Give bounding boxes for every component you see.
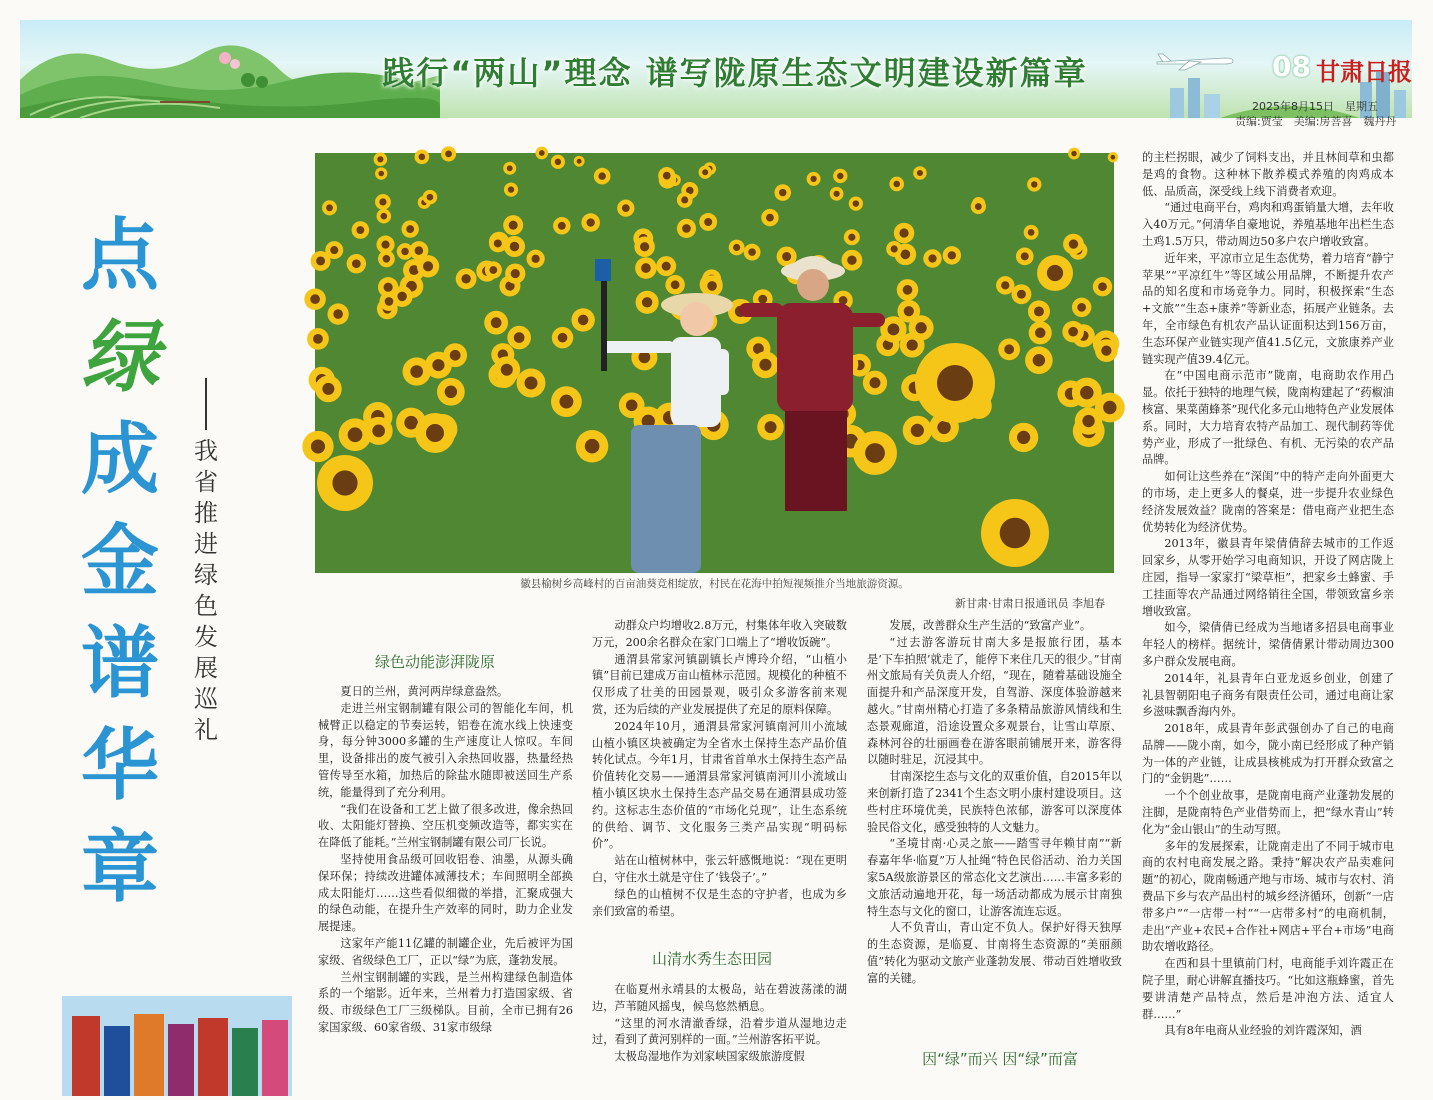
article-column-3	[867, 618, 1122, 1036]
sunflower-icon	[594, 168, 611, 185]
sunflower-icon	[1029, 321, 1052, 344]
sunflower-icon	[327, 303, 348, 324]
sunflower-icon	[317, 455, 373, 511]
sunflower-icon	[304, 288, 326, 310]
sunflower-icon	[889, 177, 904, 192]
sunflower-icon	[443, 343, 467, 367]
section-heading: 绿色动能澎湃陇原	[374, 653, 495, 671]
paragraph: 近年来，平凉市立足生态优势，着力培育“静宁苹果”“平凉红牛”等区域公用品牌，不断提升农产品的知名度和市场竞争力。同时，积极探索“生态+文旅”“生态+康养”等新业态，拓展产业链条。去年，全市绿色有机农产品认证面积达到156万亩，生态环保产业链实现产值41.5亿元，文旅康养产业链实现产值39.4亿元。	[1142, 251, 1394, 366]
section-heading: 山清水秀生态田园	[651, 950, 772, 968]
sunflower-icon	[302, 431, 333, 462]
sunflower-icon	[1028, 300, 1050, 322]
sunflower-icon	[1011, 284, 1031, 304]
subtitle-text: 我省推进绿色发展巡礼	[194, 437, 218, 744]
sunflower-icon	[923, 249, 941, 267]
sunflower-icon	[456, 268, 477, 289]
sunflower-icon	[830, 187, 844, 201]
textile-display-scene	[62, 996, 292, 1096]
subtitle-dash	[205, 378, 207, 430]
paragraph: 2018年，成县青年彭武强创办了自己的电商品牌——陇小南，如今，陇小南已经形成了种产销为一体的产业链，让成县核桃成为打开群众致富之门的“金钥匙”……	[1142, 722, 1394, 786]
title-char: 金	[80, 517, 159, 607]
paragraph: 动群众户均增收2.8万元，村集体年收入突破数万元，200余名群众在家门口端上了“增收饭碗”。	[592, 619, 847, 649]
paragraph: 如今，梁倩倩已经成为当地诸多招县电商事业年轻人的榜样。据统计，梁倩倩累计带动周边300多户群众发展电商。	[1142, 621, 1394, 668]
craft-shop-photo	[62, 996, 292, 1096]
paragraph: 甘南深挖生态与文化的双重价值，自2015年以来创新打造了2341个生态文明小康村建设项目。这些村庄环境优美，民族特色浓郁，游客可以深度体验民俗文化，感受独特的人文魅力。	[867, 770, 1122, 834]
sunflower-icon	[849, 196, 863, 210]
sunflower-icon	[636, 291, 659, 314]
sunflower-icon	[485, 261, 502, 278]
sunflower-icon	[996, 276, 1014, 294]
paragraph: 的主栏拐眼，减少了饲料支出，并且林间草和虫都是鸡的食物。这种林下散养模式养殖的肉鸡成本低、品质高，深受线上线下消费者欢迎。	[1142, 151, 1394, 198]
sunflower-icon	[833, 169, 847, 183]
paragraph: “这里的河水清澈香绿，沿着步道从湿地边走过，看到了黄河别样的一面。”兰州游客拓平说。	[592, 1016, 847, 1047]
article-column-1	[318, 684, 573, 1075]
sunflower-icon	[619, 392, 645, 418]
paragraph: “圣境甘南·心灵之旅——踏雪寻年赖甘南”“新春嘉年华·临夏”万人扯绳“特色民俗活动、治力关国家5A级旅游景区的常态化文艺演出……丰富多彩的文旅活动遍地开花，每一场活动都成为展示甘南独特生态与文化的窗口，让游客流连忘返。	[867, 837, 1122, 918]
sunflower-icon	[1016, 248, 1034, 266]
sunflower-icon	[634, 236, 655, 257]
sunflower-scene	[315, 153, 1114, 573]
sunflower-icon	[503, 162, 516, 175]
sunflower-icon	[437, 378, 465, 406]
newspaper-masthead: 甘肃日报	[1316, 57, 1412, 86]
sunflower-icon	[423, 190, 438, 205]
sunflower-icon	[375, 167, 387, 179]
sunflower-icon	[894, 223, 915, 244]
sunflower-icon	[903, 416, 932, 445]
sunflower-icon	[377, 209, 392, 224]
sunflower-icon	[311, 251, 331, 271]
sunflower-icon	[1072, 298, 1091, 317]
sunflower-icon	[535, 147, 548, 160]
sunflower-icon	[347, 254, 366, 273]
sunflower-icon	[971, 199, 986, 214]
sunflower-icon	[677, 192, 693, 208]
sunflower-icon	[841, 250, 862, 271]
paragraph: 兰州宝钢制罐的实践，是兰州构建绿色制造体系的一个缩影。近年来，兰州着力打造国家级、省级、市级绿色工厂三级梯队。目前，全市已拥有26家国家级、60家省级、31家市级绿	[318, 970, 573, 1034]
paragraph: 走进兰州宝钢制罐有限公司的智能化车间，机械臂正以稳定的节奏运转，铝卷在流水线上快速变身，每分钟3000多罐的生产速度让人惊叹。车间里，设备排出的废气被引入余热回收器，热量经热管传导至水箱，加热后的除盐水随即被送回生产系统，能量得到了充分利用。	[318, 701, 573, 799]
sunflower-icon	[752, 351, 779, 378]
sunflower-icon	[315, 375, 342, 402]
sunflower-icon	[699, 213, 717, 231]
sunflower-icon	[1037, 255, 1073, 291]
paragraph: 2014年，礼县青年白亚龙返乡创业，创建了礼县智朝阳电子商务有限责任公司，通过电商让家乡滋味飘香海内外。	[1142, 671, 1394, 719]
section-heading: 因“绿”而兴 因“绿”而富	[922, 1050, 1078, 1068]
sunflower-icon	[441, 146, 456, 161]
sunflower-icon	[415, 413, 455, 453]
sunflower-icon	[998, 338, 1020, 360]
paragraph: “我们在设备和工艺上做了很多改进，像余热回收、太阳能灯替换、空压机变频改造等，都实实在在降低了能耗。”兰州宝钢制罐有限公司厂长说。	[318, 802, 573, 850]
sunflower-icon	[729, 240, 745, 256]
sunflower-icon	[807, 172, 821, 186]
sunflower-icon	[635, 257, 657, 279]
sunflower-icon	[552, 327, 573, 348]
issue-date: 2025年8月15日 星期五	[1252, 100, 1378, 113]
sunflower-icon	[403, 357, 431, 385]
paragraph: 这家年产能11亿罐的制罐企业，先后被评为国家级、省级绿色工厂，正以“绿”为底，蓬勃发展。	[318, 936, 573, 967]
paragraph: 在临夏州永靖县的太极岛，站在碧波荡漾的湖边，芦苇随风摇曳，候鸟悠然栖息。	[592, 983, 847, 1013]
sunflower-icon	[401, 220, 418, 237]
paragraph: 在西和县十里镇前门村，电商能手刘许霞正在院子里，耐心讲解直播技巧。“比如这瓶蜂蜜，首先要讲清楚产品特点，然后是冲泡方法、适宜人群……”	[1142, 957, 1394, 1021]
sunflower-icon	[307, 328, 329, 350]
sunflower-icon	[322, 200, 337, 215]
sunflower-icon	[863, 371, 887, 395]
sunflower-icon	[699, 166, 712, 179]
sunflower-icon	[665, 275, 684, 294]
paragraph: 在“中国电商示范市”陇南，电商助农作用凸显。依托于独特的地理气候，陇南构建起了“药椒油核富、果菜菌蜂茶”现代化多元山地特色产业发展体系。同时，大力培育农特产品加工、现代制药等优势产业，形成了一批绿色、有机、无污染的农产品品牌。	[1142, 369, 1394, 467]
sunflower-icon	[581, 213, 600, 232]
sunflower-icon	[1072, 378, 1102, 408]
sunflower-icon	[1009, 423, 1038, 452]
sunflower-icon	[551, 386, 582, 417]
page-number: 08	[1272, 50, 1311, 83]
paragraph: 通渭县常家河镇副镇长卢博玲介绍，“山植小镇”目前已建成万亩山植林示范园。规模化的种植不仅形成了壮美的田园景观，吸引众多游客前来观赏，还为后续的产业发展提供了充足的原料保障。	[592, 652, 847, 716]
paragraph: 坚持使用食品级可回收铝卷、油墨，从源头确保环保；持续改进罐体减薄技术；车间照明全部换成太阳能灯……这些看似细微的举措，汇聚成强大的绿色动能，在提升生产效率的同时，助力企业发展提速。	[318, 852, 573, 934]
paragraph: 2013年，徽县青年梁倩倩辞去城市的工作返回家乡，从零开始学习电商知识，开设了网店陇上庄园，指导一家家打“梁草柜”，把家乡土蜂蜜、手工挂面等农产品通过网络销往全国，带领致富乡亲增收致富。	[1142, 537, 1394, 618]
sunflower-icon	[414, 149, 429, 164]
article-column-2	[592, 618, 847, 940]
paragraph: 具有8年电商从业经验的刘许霞深知，酒	[1164, 1024, 1362, 1038]
sunflower-icon	[576, 430, 608, 462]
title-char: 谱	[80, 619, 159, 709]
paragraph: 夏日的兰州，黄河两岸绿意盎然。	[340, 685, 509, 698]
title-char: 章	[80, 823, 159, 913]
sunflower-icon	[517, 369, 546, 398]
paragraph: 人不负青山，青山定不负人。保护好得天独厚的生态资源，是临夏、甘南将生态资源的“美丽颜值”转化为驱动文旅产业蓬勃发展、带动百姓增收致富的关键。	[867, 921, 1122, 985]
sunflower-icon	[1062, 321, 1084, 343]
article-column-2b	[592, 982, 847, 1075]
sunflower-icon	[489, 235, 507, 253]
sunflower-icon	[1095, 339, 1118, 362]
paragraph: 太极岛湿地作为刘家峡国家级旅游度假	[614, 1050, 805, 1064]
sunflower-icon	[658, 167, 675, 184]
paragraph: 2024年10月，通渭县常家河镇南河川小流域山植小镇区块被确定为全省水土保持生态产品价值转化试点。今年1月，甘肃省首单水土保持生态产品价值转化交易——通渭县常家河镇南河川小流域山植小镇区块水土保持生态产品交易在通渭县成功签约。这标志生态价值的“市场化兑现”，让生态系统的供给、调节、文化服务三类产品实现“明码标价”。	[592, 719, 847, 851]
sunflower-icon	[844, 229, 860, 245]
paragraph: 绿色的山植树不仅是生态的守护者，也成为乡亲们致富的希望。	[592, 887, 847, 918]
feature-subtitle	[186, 378, 226, 746]
sunflower-icon	[375, 194, 391, 210]
sunflower-icon	[761, 209, 778, 226]
sunflower-icon	[503, 215, 523, 235]
paragraph: “过去游客游玩甘南大多是报旅行团，基本是‘下车拍照’就走了，能停下来住几天的很少。”甘南州文旅局有关负责人介绍，“现在，随着基础设施全面提升和产品深度开发，自驾游、深度体验游越来越火。”甘南州精心打造了多条精品旅游风情线和生态景观廊道，沿途设置众多观景台，让雪山草原、森林河谷的壮丽画卷在游客眼前铺展开来，游客得以随时驻足，沉浸其中。	[867, 635, 1122, 767]
title-char: 绿	[80, 312, 159, 403]
sunflower-icon	[352, 221, 370, 239]
sunflower-icon	[744, 244, 761, 261]
sunflower-field-photo	[315, 153, 1114, 573]
sunflower-icon	[505, 263, 525, 283]
title-char: 华	[80, 721, 159, 811]
sunflower-icon	[617, 200, 634, 217]
sunflower-icon	[909, 315, 934, 340]
photo-credit: 新甘肃·甘肃日报通讯员 李旭春	[955, 597, 1105, 610]
paragraph: 如何让这些养在“深闺”中的特产走向外面更大的市场，走上更多人的餐桌，进一步提升农业绿色经济发展效益？陇南的答案是：借电商产业把生态优势转化为经济优势。	[1142, 470, 1394, 534]
sunflower-icon	[374, 152, 388, 166]
sunflower-icon	[504, 183, 518, 197]
sunflower-icon	[553, 217, 571, 235]
paragraph: 站在山植树林中，张云轩感慨地说：“现在更明白，守住水土就是守住了‘钱袋子’。”	[592, 854, 847, 884]
sunflower-icon	[897, 279, 919, 301]
sunflower-icon	[571, 308, 594, 331]
page-banner	[20, 20, 1412, 128]
sunflower-icon	[1063, 234, 1084, 255]
sunflower-icon	[504, 236, 525, 257]
sunflower-icon	[1075, 407, 1102, 434]
feature-title	[70, 205, 170, 919]
sunflower-icon	[913, 166, 927, 180]
sunflower-icon	[484, 311, 508, 335]
title-char: 成	[80, 415, 159, 505]
page-headline: 践行“两山”理念 谱写陇原生态文明建设新篇章	[382, 54, 1088, 92]
sunflower-icon	[757, 414, 784, 441]
photo-caption: 徽县榆树乡高峰村的百亩油葵竞相绽放，村民在花海中拍短视频推介当地旅游资源。	[520, 578, 909, 590]
sunflower-icon	[574, 156, 585, 167]
sunflower-icon	[981, 499, 1049, 567]
sunflower-icon	[409, 241, 428, 260]
sunflower-icon	[1108, 152, 1118, 162]
sunflower-icon	[774, 184, 791, 201]
sunflower-icon	[526, 250, 544, 268]
sunflower-icon	[379, 292, 398, 311]
sunflower-icon	[886, 241, 902, 257]
sunflower-icon	[656, 256, 676, 276]
paragraph: 一个个创业故事，是陇南电商产业蓬勃发展的注脚，是陇南特色产业借势而上，把“绿水青山”转化为“金山银山”的生动写照。	[1142, 789, 1394, 836]
sunflower-icon	[493, 356, 520, 383]
sunflower-icon	[1093, 277, 1112, 296]
sunflower-icon	[1027, 177, 1041, 191]
sunflower-icon	[507, 326, 531, 350]
sunflower-icon	[551, 155, 565, 169]
sunflower-icon	[378, 250, 395, 267]
paragraph: 多年的发展探索，让陇南走出了不同于城市电商的农村电商发展之路。秉持“解决农产品卖难问题”的初心，陇南畅通产地与市场、城市与农村、消费品下乡与农产品出村的城乡经济循环，创新“一店带多户”“一店带一村”“一店带多村”的电商机制，走出“产业+农民+合作社+网店+平台+市场”电商助农增收路径。	[1142, 839, 1394, 954]
sunflower-icon	[1024, 225, 1039, 240]
sunflower-icon	[1025, 346, 1053, 374]
paragraph: “通过电商平台，鸡肉和鸡蛋销量大增，去年收入40万元。”何清华自豪地说，养殖基地年出栏生态土鸡1.5万只，带动周边50多户农户增收致富。	[1142, 201, 1394, 248]
article-column-4	[1142, 150, 1394, 1075]
sunflower-icon	[915, 343, 995, 423]
sunflower-icon	[853, 431, 897, 475]
sunflower-icon	[943, 246, 961, 264]
paragraph: 发展，改善群众生产生活的“致富产业”。	[889, 619, 1092, 632]
sunflower-icon	[677, 219, 696, 238]
title-char: 点	[80, 211, 159, 301]
editor-credits: 责编:贾莹 美编:房菩喜 魏丹丹	[1235, 115, 1397, 128]
sunflower-icon	[365, 417, 393, 445]
sunflower-icon	[1068, 148, 1080, 160]
